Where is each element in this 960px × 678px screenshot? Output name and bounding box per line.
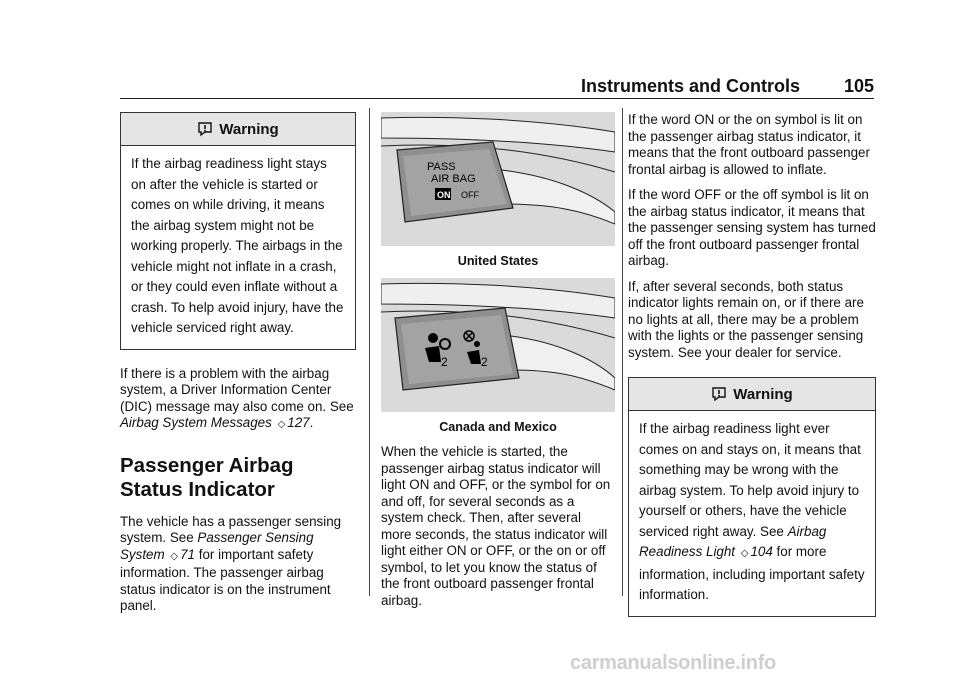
column-3 xyxy=(628,112,876,617)
paragraph: If, after several seconds, both status indicator lights remain on, or if there are no lights at all, there may be a problem with the lights or the passenger sensing system. See your dealer for service. xyxy=(628,278,864,360)
canada-mexico-indicator-illustration xyxy=(381,278,615,412)
seat-number: 2 xyxy=(441,355,448,369)
watermark: carmanualsonline.info xyxy=(570,652,776,674)
paragraph: When the vehicle is started, the passenger airbag status indicator will light ON and OFF, or the symbol for on and off, for several seconds as a system check. Then, after several more seconds, the status indicator will light either ON or OFF, or the on or off symbol, to let you know the status of the front outboard passenger frontal airbag. xyxy=(381,444,611,608)
paragraph: If the word OFF or the off symbol is lit on the airbag status indicator, it means that the passenger sensing system has turned off the front outboard passenger frontal airbag. xyxy=(628,187,876,268)
on-label: ON xyxy=(437,190,451,200)
warning-text: If the airbag readiness light ever comes on and stays on, it means that something may be wrong with the airbag system. To help avoid injury to yourself or others, have the vehicle serviced right away. See Airbag Readiness Light ◇ 104 for more information, including important safety information. xyxy=(639,421,865,602)
page-ref-arrow-icon: ◇ xyxy=(170,550,179,562)
column-1 xyxy=(120,112,356,615)
warning-title-bar xyxy=(629,378,875,411)
page-header xyxy=(0,0,960,100)
warning-title: Warning xyxy=(219,120,279,138)
warning-box xyxy=(628,377,876,617)
paragraph: The vehicle has a passenger sensing system. See Passenger Sensing System ◇ 71 for important safety information. The passenger airbag status indicator is on the instrument panel. xyxy=(120,513,342,613)
warning-title-bar xyxy=(121,113,355,146)
cross-reference-link[interactable]: Airbag System Messages xyxy=(120,415,272,430)
warning-icon xyxy=(197,121,213,137)
page-reference[interactable]: 71 xyxy=(180,546,195,562)
header-rule xyxy=(120,98,874,99)
page-ref-arrow-icon: ◇ xyxy=(740,548,749,559)
warning-text: If the airbag readiness light stays on after the vehicle is started or comes on while driving, it means the airbag system might not be working properly. The airbags in the vehicle might not inflate in a crash, or they could even inflate without a crash. To help avoid injury, have the vehicle serviced right away. xyxy=(131,156,344,335)
cross-reference-link[interactable]: Airbag Readiness Light xyxy=(639,523,827,559)
page-ref-arrow-icon: ◇ xyxy=(277,419,286,430)
figure-caption: United States xyxy=(457,254,539,268)
warning-icon xyxy=(711,386,727,402)
column-2 xyxy=(381,112,615,609)
page-reference[interactable]: 127 xyxy=(287,415,310,430)
seat-number: 2 xyxy=(481,355,488,369)
page-reference[interactable]: 104 xyxy=(750,544,773,559)
us-indicator-illustration xyxy=(381,112,615,246)
page-number: 105 xyxy=(843,76,874,96)
section-heading: Passenger Airbag Status Indicator xyxy=(120,453,294,501)
column-divider xyxy=(369,108,370,596)
passenger-airbag-indicator-us xyxy=(381,112,615,246)
pass-label: PASS xyxy=(427,161,456,173)
paragraph: If there is a problem with the airbag system, a Driver Information Center (DIC) message may also come on. See Airbag System Messages ◇ 127. xyxy=(120,365,354,430)
passenger-airbag-indicator-ca-mx xyxy=(381,278,615,412)
off-label: OFF xyxy=(461,190,479,200)
figure-caption: Canada and Mexico xyxy=(439,420,557,434)
paragraph: If the word ON or the on symbol is lit on the passenger airbag status indicator, it means that the front outboard passenger frontal airbag is allowed to inflate. xyxy=(628,112,870,177)
column-divider xyxy=(622,108,623,596)
warning-title: Warning xyxy=(733,385,793,403)
section-title: Instruments and Controls xyxy=(580,76,800,96)
warning-box xyxy=(120,112,356,350)
cross-reference-link[interactable]: Passenger Sensing System xyxy=(120,530,314,562)
air-bag-label: AIR BAG xyxy=(431,173,476,185)
